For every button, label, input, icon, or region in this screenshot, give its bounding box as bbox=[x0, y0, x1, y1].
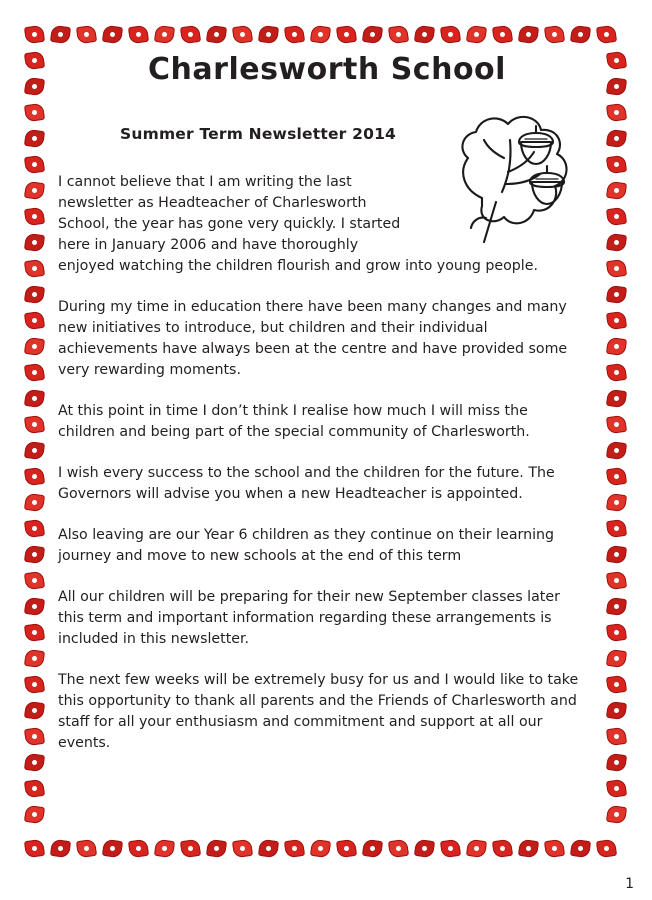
border-bead bbox=[22, 48, 48, 74]
paragraph-5: Also leaving are our Year 6 children as they continue on their learning journey and move to new schools at the end of this term bbox=[58, 527, 555, 564]
border-bead bbox=[604, 698, 630, 724]
border-bead bbox=[604, 672, 630, 698]
border-bead bbox=[22, 204, 48, 230]
border-bead bbox=[22, 802, 48, 828]
border-bead bbox=[464, 836, 490, 862]
border-bead bbox=[604, 802, 630, 828]
border-bead bbox=[230, 836, 256, 862]
border-bead bbox=[22, 74, 48, 100]
border-bead bbox=[126, 836, 152, 862]
paragraph-1-narrow: I cannot believe that I am writing the last newsletter as Headteacher of Charlesworth School, the year has gone very quickly. I started here in January 2006 and have thoroughly bbox=[58, 174, 401, 253]
border-bead bbox=[604, 646, 630, 672]
border-bead bbox=[48, 22, 74, 48]
border-bead bbox=[22, 672, 48, 698]
border-bead bbox=[230, 22, 256, 48]
page-title: Charlesworth School bbox=[148, 52, 506, 87]
border-bead bbox=[604, 490, 630, 516]
border-bead bbox=[22, 256, 48, 282]
border-bead bbox=[308, 836, 334, 862]
border-strip-bottom bbox=[22, 836, 630, 862]
border-strip-left bbox=[22, 48, 48, 836]
border-bead bbox=[22, 126, 48, 152]
border-bead bbox=[604, 308, 630, 334]
border-bead bbox=[604, 568, 630, 594]
border-bead bbox=[604, 204, 630, 230]
border-bead bbox=[490, 22, 516, 48]
border-bead bbox=[604, 412, 630, 438]
border-bead bbox=[604, 74, 630, 100]
border-bead bbox=[22, 594, 48, 620]
paragraph-7: The next few weeks will be extremely busy for us and I would like to take this opportunity to thank all parents and the Friends of Charlesworth and staff for all your enthusiasm and commitment and support at all our events. bbox=[58, 672, 579, 751]
border-bead bbox=[412, 22, 438, 48]
border-bead bbox=[22, 438, 48, 464]
border-bead bbox=[22, 308, 48, 334]
border-bead bbox=[360, 22, 386, 48]
border-bead bbox=[360, 836, 386, 862]
border-bead bbox=[152, 836, 178, 862]
border-bead bbox=[604, 724, 630, 750]
border-strip-right bbox=[604, 48, 630, 836]
border-strip-top bbox=[22, 22, 630, 48]
border-bead bbox=[604, 464, 630, 490]
border-bead bbox=[22, 334, 48, 360]
border-bead bbox=[604, 334, 630, 360]
border-bead bbox=[178, 836, 204, 862]
border-bead bbox=[22, 776, 48, 802]
border-bead bbox=[152, 22, 178, 48]
document-content bbox=[58, 48, 588, 774]
paragraph-3: At this point in time I don’t think I realise how much I will miss the children and being part of the special community of Charlesworth. bbox=[58, 403, 530, 440]
border-bead bbox=[256, 22, 282, 48]
border-bead bbox=[22, 178, 48, 204]
border-bead bbox=[22, 542, 48, 568]
border-bead bbox=[22, 750, 48, 776]
border-bead bbox=[22, 412, 48, 438]
border-bead bbox=[22, 836, 48, 862]
border-bead bbox=[74, 22, 100, 48]
border-bead bbox=[516, 22, 542, 48]
border-bead bbox=[604, 178, 630, 204]
border-bead bbox=[334, 836, 360, 862]
border-bead bbox=[126, 22, 152, 48]
border-bead bbox=[22, 282, 48, 308]
border-bead bbox=[256, 836, 282, 862]
border-bead bbox=[604, 386, 630, 412]
border-bead bbox=[22, 360, 48, 386]
border-bead bbox=[490, 836, 516, 862]
border-bead bbox=[22, 152, 48, 178]
border-bead bbox=[204, 836, 230, 862]
border-bead bbox=[604, 100, 630, 126]
border-bead bbox=[22, 22, 48, 48]
paragraph-1-wide: enjoyed watching the children flourish and grow into young people. bbox=[58, 258, 538, 274]
border-bead bbox=[22, 516, 48, 542]
border-bead bbox=[22, 464, 48, 490]
border-bead bbox=[604, 360, 630, 386]
border-bead bbox=[542, 836, 568, 862]
border-bead bbox=[594, 22, 620, 48]
border-bead bbox=[604, 516, 630, 542]
border-bead bbox=[22, 724, 48, 750]
border-bead bbox=[568, 22, 594, 48]
border-bead bbox=[100, 22, 126, 48]
border-bead bbox=[604, 282, 630, 308]
border-bead bbox=[604, 438, 630, 464]
border-bead bbox=[604, 126, 630, 152]
border-bead bbox=[604, 48, 630, 74]
border-bead bbox=[516, 836, 542, 862]
border-bead bbox=[22, 490, 48, 516]
border-bead bbox=[22, 620, 48, 646]
border-bead bbox=[22, 568, 48, 594]
border-bead bbox=[438, 836, 464, 862]
border-bead bbox=[334, 22, 360, 48]
border-bead bbox=[282, 22, 308, 48]
oak-leaf-and-acorns-icon bbox=[424, 106, 594, 266]
border-bead bbox=[594, 836, 620, 862]
border-bead bbox=[22, 100, 48, 126]
border-bead bbox=[604, 542, 630, 568]
border-bead bbox=[386, 22, 412, 48]
border-bead bbox=[604, 256, 630, 282]
border-bead bbox=[22, 646, 48, 672]
paragraph-6: All our children will be preparing for their new September classes later this term and important information regarding these arrangements is included in this newsletter. bbox=[58, 589, 560, 647]
border-bead bbox=[464, 22, 490, 48]
border-bead bbox=[604, 230, 630, 256]
border-bead bbox=[22, 230, 48, 256]
border-bead bbox=[568, 836, 594, 862]
border-bead bbox=[204, 22, 230, 48]
border-bead bbox=[22, 698, 48, 724]
border-bead bbox=[386, 836, 412, 862]
newsletter-subtitle: Summer Term Newsletter 2014 bbox=[120, 125, 397, 143]
border-bead bbox=[100, 836, 126, 862]
border-bead bbox=[178, 22, 204, 48]
paragraph-2: During my time in education there have been many changes and many new initiatives to introduce, but children and their individual achievements have always been at the centre and have provided some very rewarding moments. bbox=[58, 299, 568, 378]
border-bead bbox=[438, 22, 464, 48]
page-number: 1 bbox=[625, 876, 634, 892]
border-bead bbox=[604, 620, 630, 646]
border-bead bbox=[542, 22, 568, 48]
paragraph-4: I wish every success to the school and the children for the future. The Governors will advise you when a new Headteacher is appointed. bbox=[58, 465, 555, 502]
border-bead bbox=[48, 836, 74, 862]
border-bead bbox=[604, 594, 630, 620]
border-bead bbox=[22, 386, 48, 412]
border-bead bbox=[604, 152, 630, 178]
border-bead bbox=[282, 836, 308, 862]
border-bead bbox=[412, 836, 438, 862]
border-bead bbox=[604, 750, 630, 776]
border-bead bbox=[604, 776, 630, 802]
border-bead bbox=[74, 836, 100, 862]
border-bead bbox=[308, 22, 334, 48]
